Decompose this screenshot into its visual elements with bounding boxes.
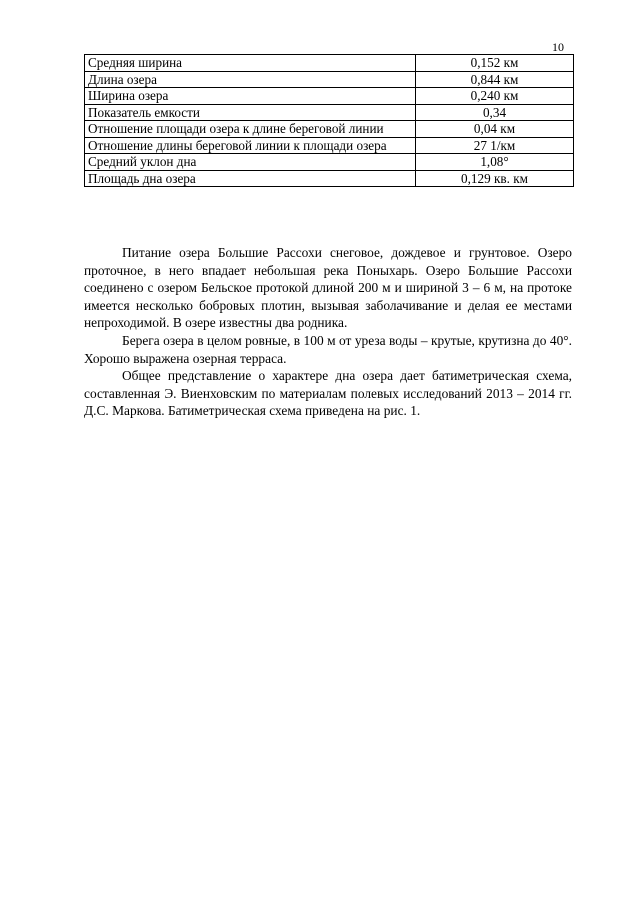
parameter-value: 0,34: [416, 104, 574, 121]
parameter-name: Средний уклон дна: [85, 154, 416, 171]
table-row: [85, 170, 574, 187]
parameter-name: Средняя ширина: [85, 55, 416, 72]
parameter-value: 0,844 км: [416, 71, 574, 88]
parameter-value: 27 1/км: [416, 137, 574, 154]
parameter-name: Показатель емкости: [85, 104, 416, 121]
parameter-value: 0,152 км: [416, 55, 574, 72]
body-text: [84, 244, 572, 420]
parameter-name: Длина озера: [85, 71, 416, 88]
paragraph-lake-bottom: Общее представление о характере дна озера дает батиметрическая схема, составленная Э. Виенховским по материалам полевых исследований 2013 – 2014 гг. Д.С. Маркова. Батиметрическая схема приведена на рис. 1.: [84, 368, 572, 419]
parameter-name: Площадь дна озера: [85, 170, 416, 187]
page-number: 10: [552, 40, 564, 54]
lake-parameters-table: [84, 54, 574, 187]
parameter-value: 1,08°: [416, 154, 574, 171]
table-row: [85, 121, 574, 138]
parameter-name: Ширина озера: [85, 88, 416, 105]
parameter-value: 0,240 км: [416, 88, 574, 105]
paragraph-lake-shores: Берега озера в целом ровные, в 100 м от уреза воды – крутые, крутизна до 40°. Хорошо выражена озерная терраса.: [84, 332, 572, 366]
paragraph-lake-feeding: Питание озера Большие Рассохи снеговое, дождевое и грунтовое. Озеро проточное, в него впадает небольшая река Поныхарь. Озеро Большие Рассохи соединено с озером Бельское протокой длиной 200 м и шириной 3 – 6 м, на протоке имеется несколько бобровых плотин, вызывая заболачивание и делая ее местами непроходимой. В озере известны два родника.: [84, 245, 572, 331]
table-row: [85, 55, 574, 72]
table-row: [85, 88, 574, 105]
parameter-name: Отношение площади озера к длине береговой линии: [85, 121, 416, 138]
parameter-name: Отношение длины береговой линии к площади озера: [85, 137, 416, 154]
parameter-value: 0,129 кв. км: [416, 170, 574, 187]
table-row: [85, 104, 574, 121]
parameter-value: 0,04 км: [416, 121, 574, 138]
table-row: [85, 137, 574, 154]
table-row: [85, 154, 574, 171]
table-row: [85, 71, 574, 88]
